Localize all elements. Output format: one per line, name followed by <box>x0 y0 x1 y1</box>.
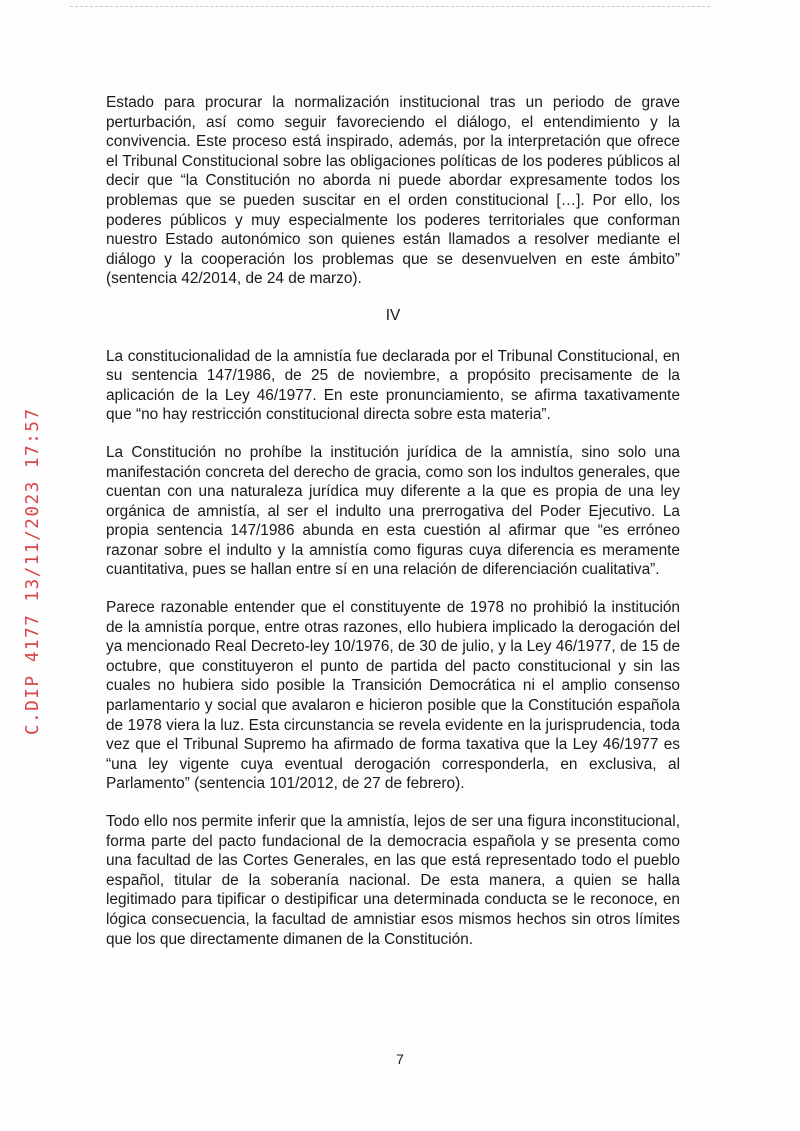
paragraph-continuation: Estado para procurar la normalización institucional tras un periodo de grave perturbación, así como seguir favoreciendo el diálogo, el entendimiento y la convivencia. Este proceso está inspirado, además, por la interpretación que ofrece el Tribunal Constitucional sobre las obligaciones políticas de los poderes públicos al decir que “la Constitución no aborda ni puede abordar expresamente todos los problemas que se pueden suscitar en el orden constitucional […]. Por ello, los poderes públicos y muy especialmente los poderes territoriales que conforman nuestro Estado autonómico son quienes están llamados a resolver mediante el diálogo y la cooperación los problemas que se desenvuelven en este ámbito” (sentencia 42/2014, de 24 de marzo). <box>106 94 680 288</box>
registry-stamp: C.DIP 4177 13/11/2023 17:57 <box>23 407 43 735</box>
paragraph-prohibition: La Constitución no prohíbe la institución jurídica de la amnistía, sino solo una manifestación concreta del derecho de gracia, como son los indultos generales, que cuentan con una naturaleza jurídica muy diferente a la que es propia de una ley orgánica de amnistía, al ser el indulto una prerrogativa del Poder Ejecutivo. La propia sentencia 147/1986 abunda en esta cuestión al afirmar que “es erróneo razonar sobre el indulto y la amnistía como figuras cuya diferencia es meramente cuantitativa, pues se hallan entre sí en una relación de diferenciación cualitativa”. <box>106 443 680 579</box>
paragraph-constituent-1978: Parece razonable entender que el constituyente de 1978 no prohibió la institución de la amnistía porque, entre otras razones, ello hubiera implicado la derogación del ya mencionado Real Decreto-ley 10/1976, de 30 de julio, y la Ley 46/1977, de 15 de octubre, que constituyeron el punto de partida del pacto constitucional y sin las cuales no hubiera sido posible la Transición Democrática ni el amplio consenso parlamentario y social que avalaron e hicieron posible que la Constitución española de 1978 viera la luz. Esta circunstancia se revela evidente en la jurisprudencia, toda vez que el Tribunal Supremo ha afirmado de forma taxativa que la Ley 46/1977 es “una ley vigente cuya eventual derogación corresponderla, en exclusiva, al Parlamento” (sentencia 101/2012, de 27 de febrero). <box>106 599 680 793</box>
top-edge-rule <box>70 6 710 7</box>
page-number: 7 <box>396 1051 404 1067</box>
section-heading: IV <box>385 306 401 324</box>
paragraph-constitutionality: La constitucionalidad de la amnistía fue declarada por el Tribunal Constitucional, en su sentencia 147/1986, de 25 de noviembre, a propósito precisamente de la aplicación de la Ley 46/1977. En este pronunciamiento, se afirma taxativamente que “no hay restricción constitucional directa sobre esta materia”. <box>106 347 680 424</box>
paragraph-conclusion: Todo ello nos permite inferir que la amnistía, lejos de ser una figura inconstitucional, forma parte del pacto fundacional de la democracia española y se presenta como una facultad de las Cortes Generales, en las que está representado todo el pueblo español, titular de la soberanía nacional. De esta manera, a quien se halla legitimado para tipificar o destipificar una determinada conducta se le reconoce, en lógica consecuencia, la facultad de amnistiar esos mismos hechos sin otros límites que los que directamente dimanen de la Constitución. <box>106 813 680 948</box>
document-body <box>106 93 680 967</box>
